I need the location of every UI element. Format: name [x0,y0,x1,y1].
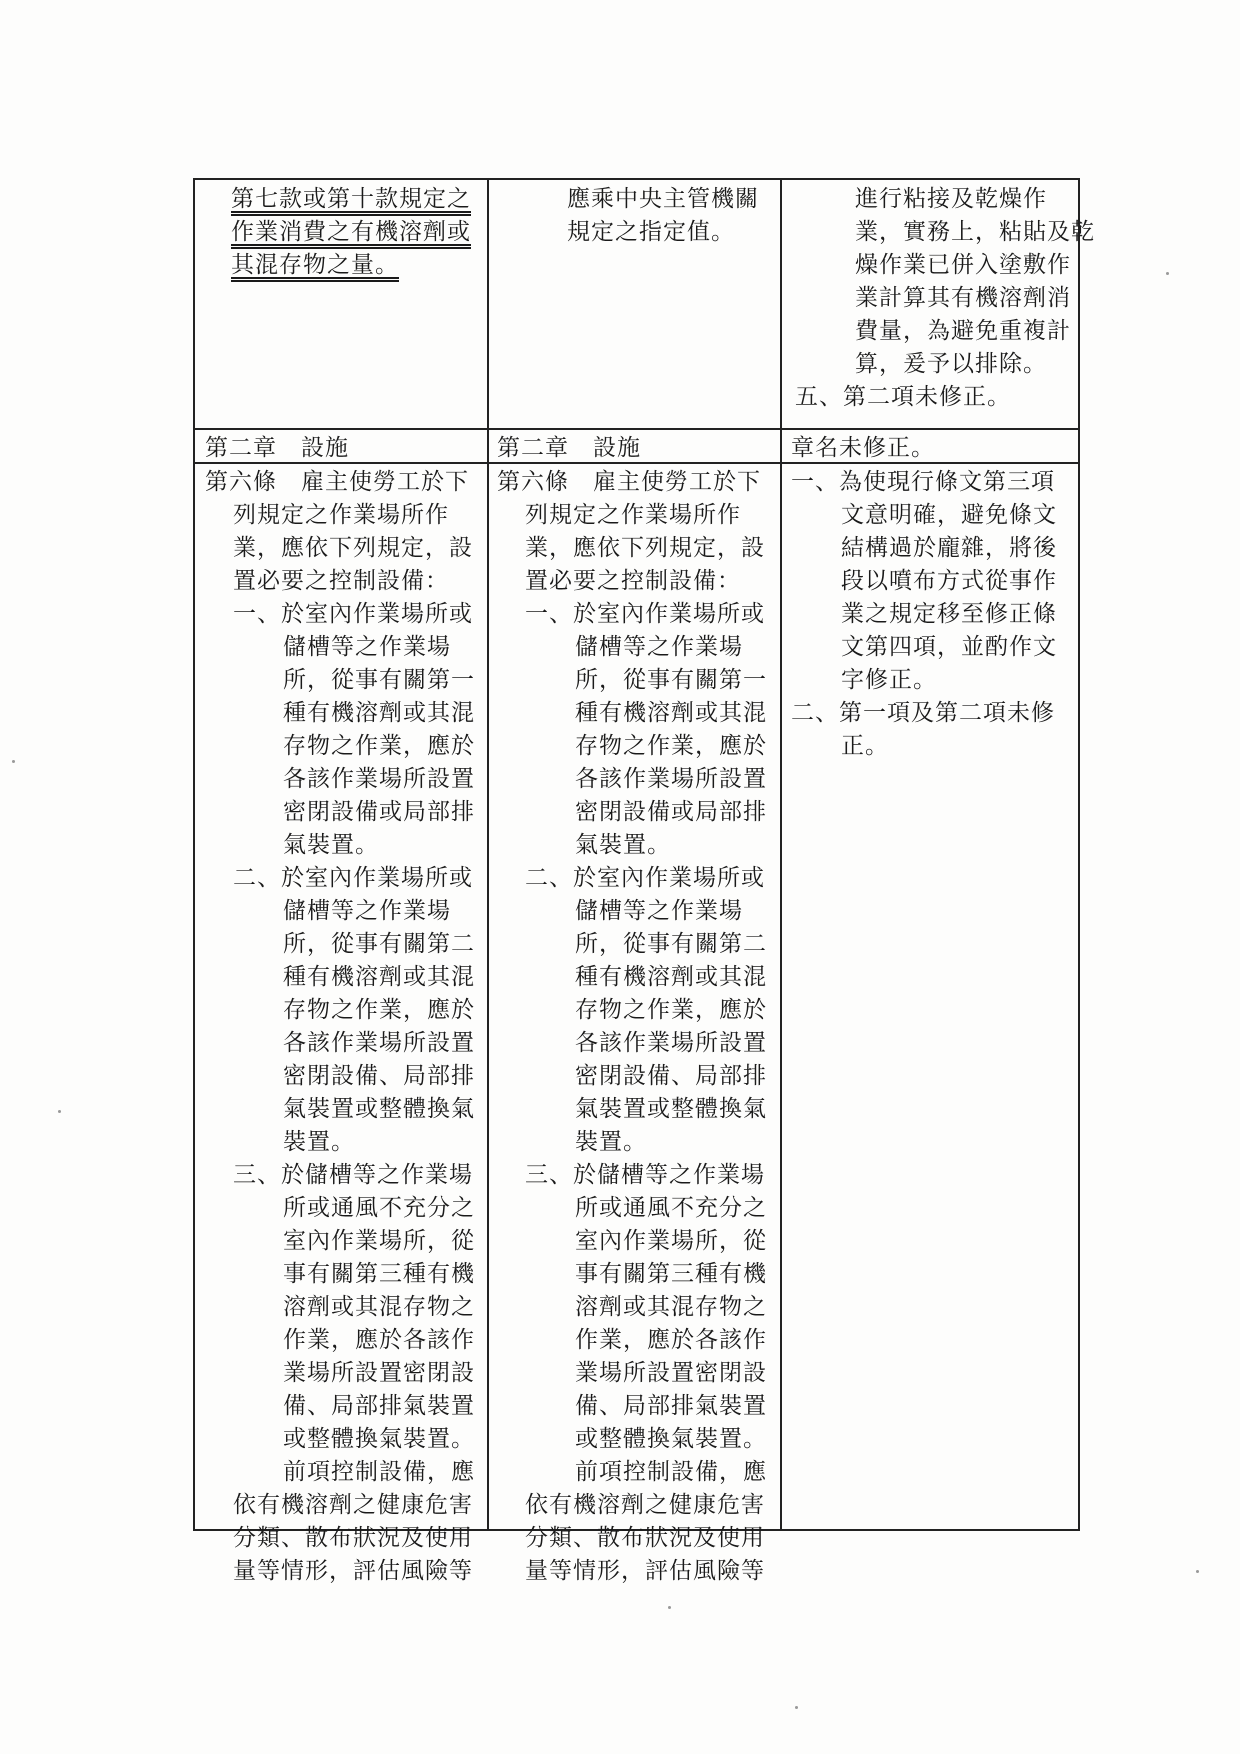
article-text-line: 作業，應於各該作 [283,1327,475,1353]
article-text-line: 三、於儲槽等之作業場 [233,1162,473,1188]
scan-speck [58,1110,61,1113]
article-text-line: 依有機溶劑之健康危害 [525,1492,765,1518]
article-text-line: 種有機溶劑或其混 [575,964,767,990]
article-text-line: 溶劑或其混存物之 [575,1294,767,1320]
chapter-heading-current: 第二章 設施 [497,435,641,461]
article-text-line: 置必要之控制設備： [233,568,449,594]
article-text-line: 氣裝置或整體換氣 [283,1096,475,1122]
article-text-line: 事有關第三種有機 [575,1261,767,1287]
article-text-line: 三、於儲槽等之作業場 [525,1162,765,1188]
explanation-line: 業，實務上，粘貼及乾 [855,219,1095,245]
article-text-line: 列規定之作業場所作 [525,502,741,528]
article-text-line: 密閉設備或局部排 [575,799,767,825]
article-text-line: 裝置。 [283,1129,355,1155]
article-text-line: 所或通風不充分之 [283,1195,475,1221]
chapter-heading-amended: 第二章 設施 [205,435,349,461]
explanation-line: 二、第一項及第二項未修 [791,700,1055,726]
article-text-line: 室內作業場所，從 [283,1228,475,1254]
article-text-line: 業，應依下列規定，設 [525,535,765,561]
article-text-line: 密閉設備、局部排 [575,1063,767,1089]
article-text-line: 或整體換氣裝置。 [575,1426,767,1452]
article-text-line: 氣裝置或整體換氣 [575,1096,767,1122]
explanation-line: 進行粘接及乾燥作 [855,186,1047,212]
article-text-line: 列規定之作業場所作 [233,502,449,528]
article-text-line: 氣裝置。 [575,832,671,858]
article-text-line: 儲槽等之作業場 [283,634,451,660]
amended-text-line: 第七款或第十款規定之 [231,186,471,212]
article-text-line: 量等情形，評估風險等 [525,1558,765,1584]
explanation-line: 段以噴布方式從事作 [841,568,1057,594]
article-text-line: 置必要之控制設備： [525,568,741,594]
explanation-line: 算，爰予以排除。 [855,351,1047,377]
article-text-line: 氣裝置。 [283,832,379,858]
amended-text-fragment: 其混存物之量。 [231,252,399,278]
column-divider-2 [780,180,782,1529]
row-divider-1 [195,428,1078,430]
article-text-line: 一、於室內作業場所或 [233,601,473,627]
article-text-line: 所或通風不充分之 [575,1195,767,1221]
scan-speck [668,1606,671,1609]
scan-speck [12,760,15,763]
article-text-line: 依有機溶劑之健康危害 [233,1492,473,1518]
article-text-line: 儲槽等之作業場 [283,898,451,924]
scan-speck [1166,272,1169,275]
scan-speck [1196,1570,1199,1573]
article-text-line: 事有關第三種有機 [283,1261,475,1287]
explanation-line: 結構過於龐雜，將後 [841,535,1057,561]
article-text-line: 備、局部排氣裝置 [283,1393,475,1419]
article-text-line: 業場所設置密閉設 [575,1360,767,1386]
article-text-line: 各該作業場所設置 [283,1030,475,1056]
article-text-line: 儲槽等之作業場 [575,898,743,924]
article-text-line: 存物之作業，應於 [283,997,475,1023]
explanation-line: 五、第二項未修正。 [795,384,1011,410]
article-text-line: 所，從事有關第二 [575,931,767,957]
article-text-line: 分類、散布狀況及使用 [525,1525,765,1551]
article-text-line: 一、於室內作業場所或 [525,601,765,627]
article-text-line: 作業，應於各該作 [575,1327,767,1353]
row1-col2-cell [567,183,777,249]
article-text-line: 密閉設備、局部排 [283,1063,475,1089]
explanation-line: 一、為使現行條文第三項 [791,469,1055,495]
article-text-line: 室內作業場所，從 [575,1228,767,1254]
article-text-line: 存物之作業，應於 [283,733,475,759]
explanation-line: 正。 [841,733,889,759]
article-text-line: 第六條 雇主使勞工於下 [205,469,469,495]
article-text-line: 存物之作業，應於 [575,997,767,1023]
article-text-line: 業場所設置密閉設 [283,1360,475,1386]
scan-speck [795,1706,798,1709]
article-text-line: 儲槽等之作業場 [575,634,743,660]
article-text-line: 各該作業場所設置 [283,766,475,792]
row1-col1-cell [231,183,471,282]
explanation-line: 字修正。 [841,667,937,693]
article-text-line: 所，從事有關第一 [283,667,475,693]
article-text-line: 分類、散布狀況及使用 [233,1525,473,1551]
article-text-line: 種有機溶劑或其混 [283,964,475,990]
article-text-line: 二、於室內作業場所或 [233,865,473,891]
article-6-explanation [791,466,1077,763]
article-text-line: 種有機溶劑或其混 [283,700,475,726]
article-text-line: 第六條 雇主使勞工於下 [497,469,761,495]
amended-text-line: 作業消費之有機溶劑或 [231,219,471,245]
explanation-line: 費量，為避免重複計 [855,318,1071,344]
comparison-table [193,178,1095,1584]
article-text-line: 前項控制設備，應 [283,1459,475,1485]
article-text-line: 業，應依下列規定，設 [233,535,473,561]
article-text-line: 存物之作業，應於 [575,733,767,759]
explanation-line: 文意明確，避免條文 [841,502,1057,528]
explanation-line: 業計算其有機溶劑消 [855,285,1071,311]
explanation-line: 文第四項，並酌作文 [841,634,1057,660]
explanation-line: 燥作業已併入塗敷作 [855,252,1071,278]
article-text-line: 所，從事有關第一 [575,667,767,693]
article-6-current [497,466,777,1588]
article-text-line: 各該作業場所設置 [575,766,767,792]
explanation-line: 業之規定移至修正條 [841,601,1057,627]
article-text-line: 或整體換氣裝置。 [283,1426,475,1452]
article-text-line: 備、局部排氣裝置 [575,1393,767,1419]
article-text-line: 各該作業場所設置 [575,1030,767,1056]
article-6-amended [205,466,485,1588]
article-text-line: 裝置。 [575,1129,647,1155]
article-text-line: 溶劑或其混存物之 [283,1294,475,1320]
chapter-heading-explanation: 章名未修正。 [791,435,935,461]
article-text-line: 密閉設備或局部排 [283,799,475,825]
current-text-line: 規定之指定值。 [567,219,735,245]
article-text-line: 二、於室內作業場所或 [525,865,765,891]
current-text-line: 應乘中央主管機關 [567,186,759,212]
row1-col3-cell [795,183,1095,414]
amended-text-line [231,249,471,282]
article-text-line: 種有機溶劑或其混 [575,700,767,726]
article-text-line: 所，從事有關第二 [283,931,475,957]
column-divider-1 [487,180,489,1529]
article-text-line: 前項控制設備，應 [575,1459,767,1485]
article-text-line: 量等情形，評估風險等 [233,1558,473,1584]
